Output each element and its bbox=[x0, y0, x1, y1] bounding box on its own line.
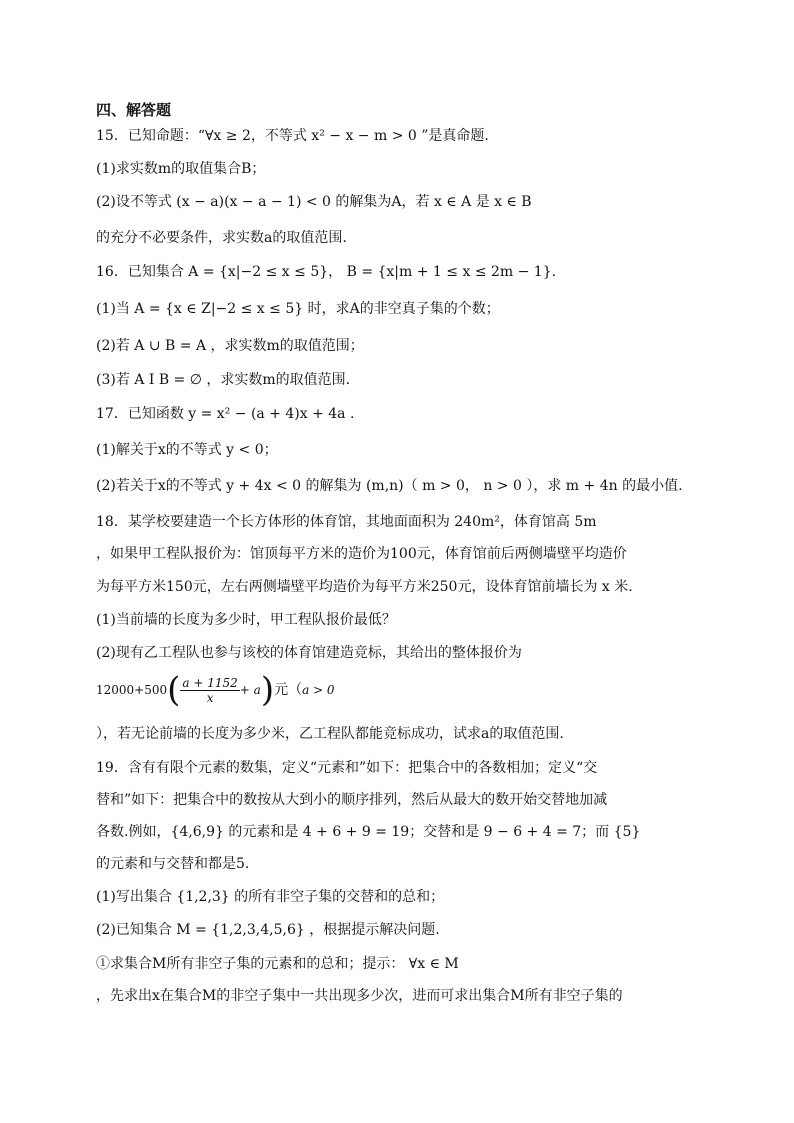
formula-denominator: x bbox=[206, 690, 214, 705]
problem-18-statement-cont-1: ，如果甲工程队报价为：馆顶每平方米的造价为100元，体育馆前后两侧墙壁平均造价 bbox=[96, 546, 627, 562]
formula-lead: 12000+500 bbox=[96, 683, 168, 697]
formula-unit: 元（ bbox=[274, 682, 303, 698]
problem-15-part-1: (1)求实数m的取值集合B； bbox=[96, 161, 266, 177]
problem-16-part-3: (3)若 A I B = ∅ ，求实数m的取值范围. bbox=[96, 372, 351, 388]
problem-15-statement: 15．已知命题：“∀x ≥ 2，不等式 x² − x − m > 0 ”是真命题. bbox=[96, 128, 489, 144]
formula-plus-a: + a bbox=[239, 683, 261, 697]
problem-15-part-2: (2)设不等式 (x − a)(x − a − 1) < 0 的解集为A，若 x ∈ A 是 x ∈ B bbox=[96, 194, 532, 210]
problem-18-part-2-cont: ），若无论前墙的长度为多少米，乙工程队都能竞标成功，试求a的取值范围. bbox=[96, 726, 564, 742]
problem-17-statement: 17．已知函数 y = x² − (a + 4)x + 4a . bbox=[96, 406, 355, 422]
problem-19-part-1: (1)写出集合 {1,2,3} 的所有非空子集的交替和的总和； bbox=[96, 889, 445, 905]
problem-19-statement-cont-1: 替和”如下：把集合中的数按从大到小的顺序排列，然后从最大的数开始交替地加减 bbox=[96, 792, 608, 808]
problem-16-part-1: (1)当 A = {x ∈ Z|−2 ≤ x ≤ 5} 时，求A的非空真子集的个数； bbox=[96, 301, 500, 317]
problem-17-part-1: (1)解关于x的不等式 y < 0； bbox=[96, 442, 278, 458]
formula-right-paren: ) bbox=[260, 670, 275, 710]
problem-19-statement-cont-2: 各数.例如，{4,6,9} 的元素和是 4 + 6 + 9 = 19；交替和是 9 − 6 + 4 = 7；而 {5} bbox=[96, 824, 641, 840]
problem-18-statement-cont-2: 为每平方米150元，左右两侧墙壁平均造价为每平方米250元，设体育馆前墙长为 x 米. bbox=[96, 579, 633, 595]
problem-19-part-2-item-1: ①求集合M所有非空子集的元素和的总和；提示： ∀x ∈ M bbox=[96, 956, 459, 972]
problem-18-statement: 18．某学校要建造一个长方体形的体育馆，其地面面积为 240m²，体育馆高 5m bbox=[96, 514, 597, 530]
problem-18-part-1: (1)当前墙的长度为多少时，甲工程队报价最低？ bbox=[96, 612, 396, 628]
problem-16-statement: 16．已知集合 A = {x|−2 ≤ x ≤ 5}， B = {x|m + 1 ≤ x ≤ 2m − 1}. bbox=[96, 264, 557, 280]
problem-17-part-2: (2)若关于x的不等式 y + 4x < 0 的解集为 (m,n)（ m > 0， n > 0 ），求 m + 4n 的最小值. bbox=[96, 478, 683, 494]
formula-left-paren: ( bbox=[167, 670, 181, 710]
problem-18-part-2: (2)现有乙工程队也参与该校的体育馆建造竞标，其给出的整体报价为 bbox=[96, 645, 522, 661]
problem-15-part-2-cont: 的充分不必要条件，求实数a的取值范围. bbox=[96, 230, 347, 246]
problem-19-part-2-item-1-cont: ，先求出x在集合M的非空子集中一共出现多少次，进而可求出集合M所有非空子集的 bbox=[96, 988, 623, 1004]
problem-19-part-2: (2)已知集合 M = {1,2,3,4,5,6} ，根据提示解决问题. bbox=[96, 922, 440, 938]
problem-19-statement: 19．含有有限个元素的数集，定义“元素和”如下：把集合中的各数相加；定义“交 bbox=[96, 760, 598, 776]
formula-numerator: a + 1152 bbox=[182, 675, 238, 690]
formula-fraction bbox=[180, 676, 239, 705]
problem-16-part-2: (2)若 A ∪ B = A ，求实数m的取值范围； bbox=[96, 338, 364, 354]
bid-formula bbox=[96, 670, 335, 710]
section-heading: 四、解答题 bbox=[96, 101, 172, 119]
problem-19-statement-cont-3: 的元素和与交替和都是5. bbox=[96, 856, 250, 872]
formula-condition: a > 0 bbox=[302, 683, 335, 697]
